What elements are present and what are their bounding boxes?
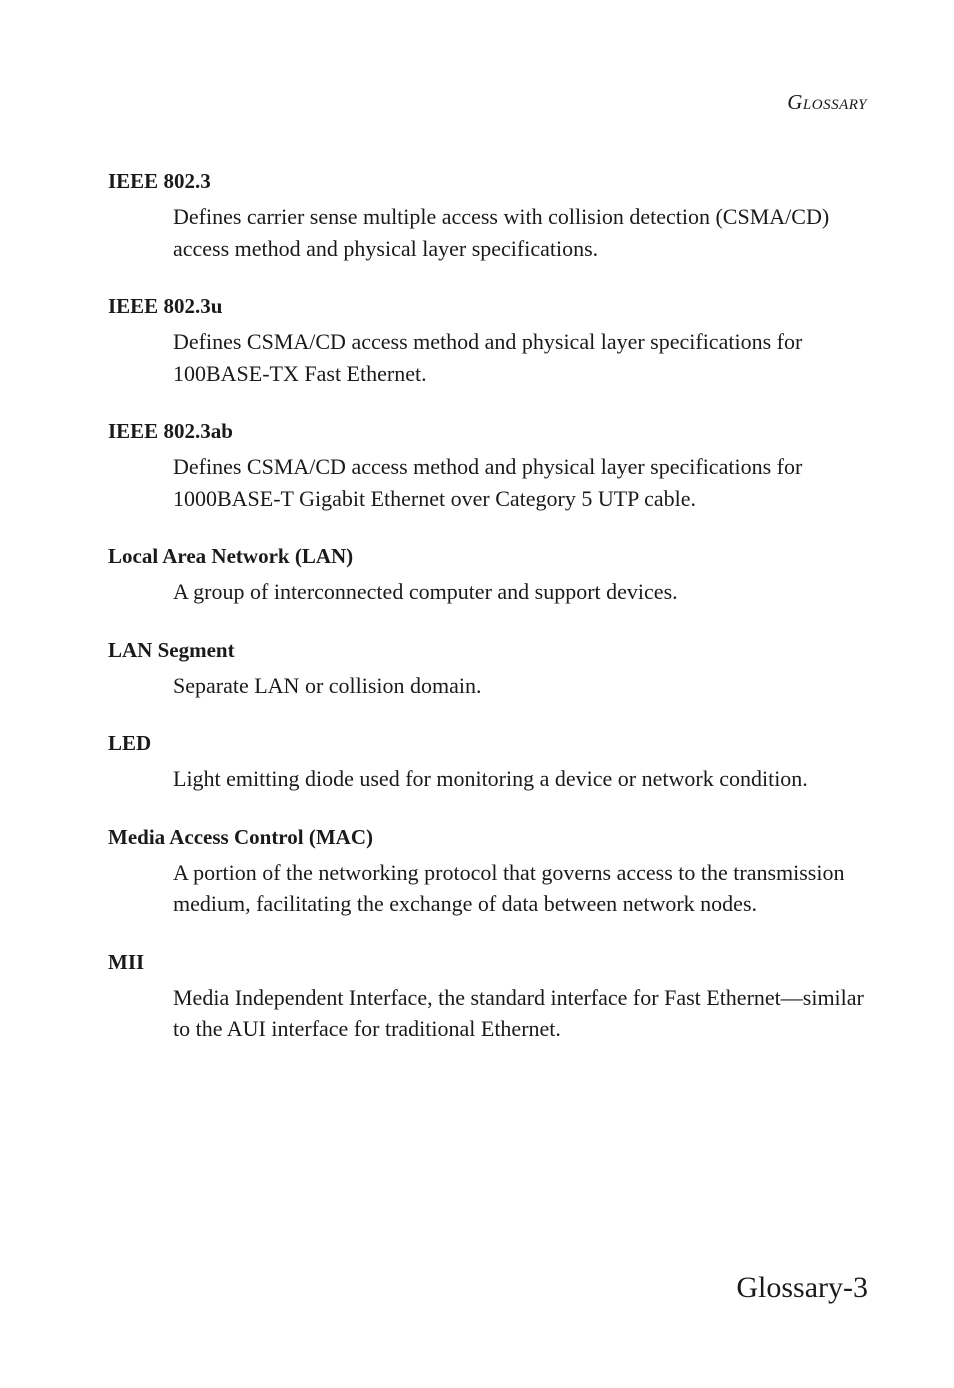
glossary-term: IEEE 802.3u bbox=[108, 294, 223, 318]
glossary-term: MII bbox=[108, 949, 145, 974]
glossary-term: Media Access Control (MAC) bbox=[108, 824, 373, 849]
glossary-entry-led bbox=[108, 729, 868, 795]
glossary-definition: Defines CSMA/CD access method and physical layer specifications for 1000BASE-T Gigabit Ethernet over Category 5 UTP cable. bbox=[173, 454, 803, 511]
page-number: Glossary-3 bbox=[736, 1271, 868, 1304]
glossary-entry-ieee-802-3ab bbox=[108, 417, 868, 514]
glossary-definition: Media Independent Interface, the standard interface for Fast Ethernet—similar to the AUI interface for traditional Ethernet. bbox=[173, 984, 864, 1041]
glossary-term: IEEE 802.3 bbox=[108, 169, 211, 193]
glossary-definition: Separate LAN or collision domain. bbox=[173, 672, 482, 698]
glossary-entry-ieee-802-3u bbox=[108, 292, 868, 389]
glossary-entry-mii bbox=[108, 948, 868, 1045]
glossary-definition: Defines carrier sense multiple access with collision detection (CSMA/CD) access method and physical layer specifications. bbox=[173, 204, 830, 261]
running-header: Glossary bbox=[787, 90, 867, 114]
glossary-entry-ieee-802-3 bbox=[108, 167, 868, 264]
glossary-term: LED bbox=[108, 731, 152, 755]
glossary-entry-mac bbox=[108, 823, 868, 920]
glossary-definition: Light emitting diode used for monitoring a device or network condition. bbox=[173, 766, 808, 791]
glossary-entry-lan-segment bbox=[108, 636, 868, 702]
glossary-term: Local Area Network (LAN) bbox=[108, 544, 354, 568]
glossary-entry-lan bbox=[108, 542, 868, 608]
glossary-definition: Defines CSMA/CD access method and physical layer specifications for 100BASE-TX Fast Ethernet. bbox=[173, 329, 803, 386]
glossary-term: IEEE 802.3ab bbox=[108, 419, 233, 443]
glossary-definition: A portion of the networking protocol that governs access to the transmission medium, facilitating the exchange of data between network nodes. bbox=[173, 859, 845, 916]
glossary-definition: A group of interconnected computer and support devices. bbox=[173, 579, 678, 604]
glossary-term: LAN Segment bbox=[108, 637, 235, 662]
glossary-list bbox=[108, 167, 868, 1073]
